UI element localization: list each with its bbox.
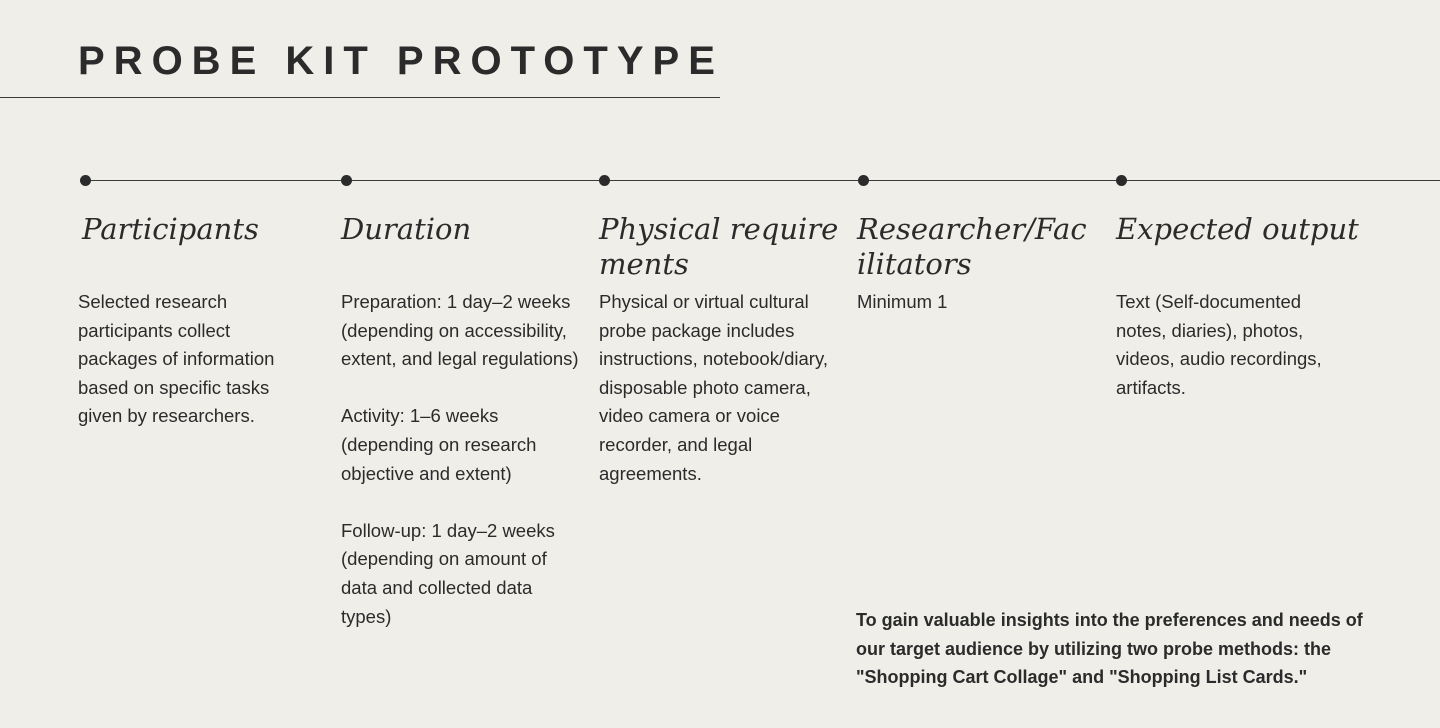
column-paragraph: Selected research participants collect packages of information based on specific tasks given by researchers. (78, 291, 275, 427)
column-paragraph: Follow-up: 1 day–2 weeks (depending on amount of data and collected data types) (341, 519, 555, 627)
column-researcher-facilitators (857, 212, 1093, 312)
column-paragraph: Text (Self-documented notes, diaries), photos, videos, audio recordings, artifacts. (1116, 291, 1322, 398)
timeline-dot-physical-requirements (599, 175, 610, 186)
column-paragraph: Preparation: 1 day–2 weeks (depending on accessibility, extent, and legal regulations) (341, 291, 579, 370)
column-expected-output (1116, 212, 1359, 398)
timeline-line (85, 180, 1440, 181)
column-body (857, 288, 1093, 317)
column-duration (341, 212, 586, 627)
timeline-dot-expected-output (1116, 175, 1127, 186)
title-underline (0, 97, 720, 98)
page-title: PROBE KIT PROTOTYPE (78, 39, 724, 83)
timeline-dot-participants (80, 175, 91, 186)
column-heading: Participants (82, 212, 259, 246)
column-paragraph: Physical or virtual cultural probe package includes instructions, notebook/diary, disposable photo camera, video camera or voice recorder, and legal agreements. (599, 291, 828, 484)
column-body (1116, 288, 1346, 402)
column-participants (78, 212, 312, 427)
column-physical-requirements (599, 212, 849, 484)
summary-statement: To gain valuable insights into the preferences and needs of our target audience by utilizing two probe methods: the "Shopping Cart Collage" and "Shopping List Cards." (856, 610, 1363, 688)
timeline-dot-duration (341, 175, 352, 186)
column-body (341, 288, 586, 631)
column-heading: Duration (341, 212, 472, 246)
column-paragraph: Minimum 1 (857, 291, 948, 312)
column-paragraph: Activity: 1–6 weeks (depending on research objective and extent) (341, 405, 537, 484)
column-body (78, 288, 308, 431)
column-body (599, 288, 849, 488)
column-heading: Physical requirements (599, 212, 839, 281)
column-heading: Researcher/Facilitators (857, 212, 1087, 281)
column-heading: Expected output (1116, 212, 1359, 246)
timeline-dot-researcher (858, 175, 869, 186)
